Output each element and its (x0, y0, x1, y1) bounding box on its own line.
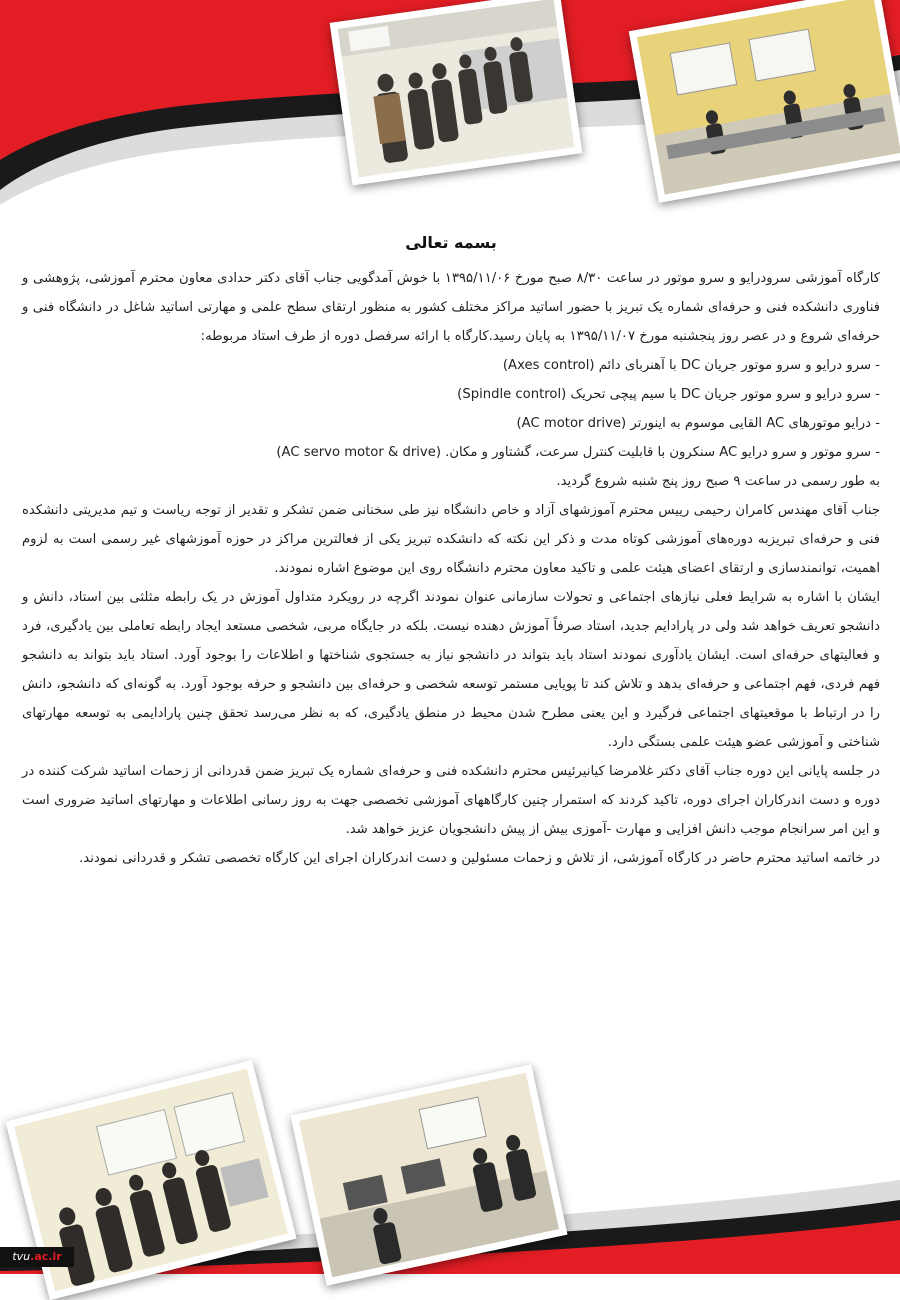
site-url-badge (0, 1247, 74, 1267)
closing-session-paragraph: در جلسه پایانی این دوره جناب آقای دکتر غلامرضا کیانیرئیس محترم دانشکده فنی و حرفه‌ای شماره یک تبریز ضمن قدردانی از زحمات اساتید شرکت کننده در دوره و دست اندرکاران اجرای دوره، تاکید کردند که استمرار چنین کارگاههای آموزشی تخصصی جهت به روز رسانی اطلاعات و مهارتهای اساتید ضروری است و این امر سرانجام موجب دانش افزایی و مهارت -آموزی بیش از پیش دانشجویان عزیز خواهد شد. (22, 764, 880, 837)
paradigm-paragraph: ایشان با اشاره به شرایط فعلی نیازهای اجتماعی و تحولات سازمانی عنوان نمودند اگرچه در رویکرد متداول آموزش در یک رابطه مثلثی بین استاد، دانش و دانشجو تعریف خواهد شد ولی در پارادایم جدید، استاد صرفاً آموزش دهنده نیست. بلکه در جایگاه مربی، شخصی مستعد ایجاد رابطه تعاملی بین یادگیری، فرد و فعالیتهای حرفه‌ای است. ایشان یادآوری نمودند استاد باید بتواند در دانشجو نیاز به جستجوی شناختها و اطلاعات را بوجود آورد. استاد باید بتواند به دانشجو فهم فردی، فهم اجتماعی و حرفه‌ای بدهد و تلاش کند تا پویایی مستمر توسعه شخصی و حرفه‌ای بین دانشجو و حرفه بوجود آورد. به گونه‌ای که دانشجو، دانش را در ارتباط با موقعیتهای اجتماعی فرگیرد و این یعنی مطرح شدن محیط در منطق یادگیری، که به نظر می‌رسد تحقق چنین پارادایمی به توسعه مهارتهای شناختی و آموزشی عضو هیئت علمی بستگی دارد. (22, 590, 880, 750)
site-suffix: .ac.ir (30, 1250, 62, 1263)
workshop-photo-group-top (330, 0, 583, 185)
start-paragraph: به طور رسمی در ساعت ۹ صبح روز پنج شنبه شروع گردید. (556, 474, 880, 489)
document-body (22, 226, 880, 873)
document-title: بسمه تعالی (405, 233, 497, 252)
speech-paragraph: جناب آقای مهندس کامران رحیمی رییس محترم آموزشهای آزاد و خاص دانشگاه نیز طی سخنانی ضمن تشکر و تقدیر از توجه ریاست و تیم مدیریتی دانشکده فنی و حرفه‌ای تبریزبه دوره‌های آموزشی کوتاه مدت و ذکر این نکته که دانشکده تبریز یکی از فعالترین مراکز در حوزه آموزشهای غیر رسمی است به لزوم اهمیت، توانمندسازی و ارتقای اعضای هیئت علمی و تاکید معاون محترم دانشگاه روی این موضوع اشاره نمودند. (22, 503, 880, 576)
list-item-ac-motor-drive: - درایو موتورهای AC القایی موسوم به اینورتر (AC motor drive) (516, 416, 880, 431)
thanks-paragraph: در خاتمه اساتید محترم حاضر در کارگاه آموزشی، از تلاش و زحمات مسئولین و دست اندرکاران اجرای این کارگاه تخصصی تشکر و قدردانی نمودند. (79, 851, 880, 866)
list-item-ac-servo: - سرو موتور و سرو درایو AC سنکرون با قابلیت کنترل سرعت، گشتاور و مکان. (AC servo motor & drive) (276, 445, 880, 460)
list-item-axes-control: - سرو درایو و سرو موتور جریان DC با آهنربای دائم (Axes control) (502, 358, 880, 373)
intro-paragraph: کارگاه آموزشی سرودرایو و سرو موتور در ساعت ۸/۳۰ صبح مورخ ۱۳۹۵/۱۱/۰۶ با خوش آمدگویی جناب آقای دکتر حدادی معاون محترم آموزشی، پژوهشی و فناوری دانشکده فنی و حرفه‌ای شماره یک تبریز با حضور اساتید مراکز مختلف کشور به منظور ارتقای سطح علمی و مهارتی اساتید شاغل در دانشگاه فنی و حرفه‌ای شروع و در عصر روز پنجشنبه مورخ ۱۳۹۵/۱۱/۰۷ به پایان رسید.کارگاه با ارائه سرفصل دوره از طرف استاد مربوطه: (22, 271, 880, 344)
site-prefix: tvu (12, 1250, 31, 1263)
list-item-spindle-control: - سرو درایو و سرو موتور جریان DC با سیم پیچی تحریک (Spindle control) (457, 387, 880, 402)
